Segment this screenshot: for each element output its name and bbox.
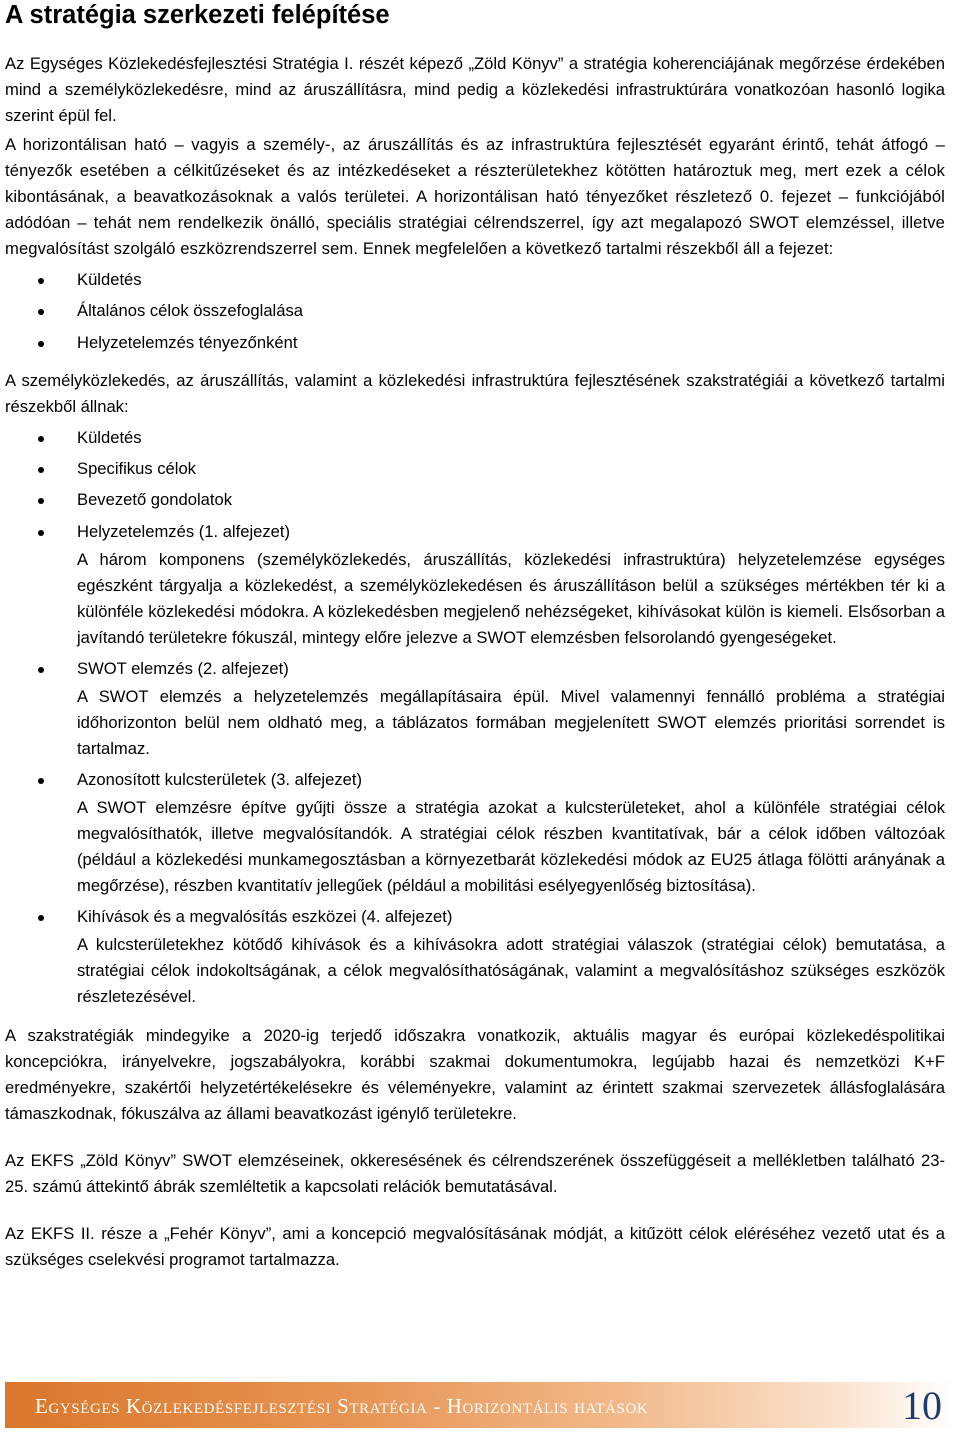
bullet-icon xyxy=(38,915,44,921)
bullet-icon xyxy=(38,278,44,284)
list-item xyxy=(5,656,945,762)
list-item xyxy=(5,767,945,899)
list-item xyxy=(5,425,945,456)
bullet-icon xyxy=(38,667,44,673)
timeframe-paragraph: A szakstratégiák mindegyike a 2020-ig terjedő időszakra vonatkozik, aktuális magyar és európai közlekedéspolitikai koncepciókra, irányelvekre, jogszabályokra, korábbi szakmai dokumentumokra, legújabb hazai és nemzetközi K+F eredményekre, szakértői helyzetértékelésekre és véleményekre, valamint az érintett szakmai szervezetek állásfoglalására támaszkodnak, fókuszálva az állami beavatkozást igénylő területekre. xyxy=(5,1025,945,1123)
list-item-description: A három komponens (személyközlekedés, áruszállítás, közlekedési infrastruktúra) helyzetelemzése egységes egészként tárgyalja a közlekedést, a személyközlekedésen és áruszállításon belül a szükséges mértékben tér ki a különféle közlekedési módokra. A közlekedésben megjelenő nehézségeket, kihívásokat külön is kiemeli. Elsősorban a javítandó területekre fókuszál, mintegy előre jelezve a SWOT elemzésben felsorolandó gyengeségeket. xyxy=(77,549,945,647)
list-item-description: A SWOT elemzés a helyzetelemzés megállapításaira épül. Mivel valamennyi fennálló probléma a stratégiai időhorizonton belül nem oldható meg, a táblázatos formában megjelenített SWOT elemzés prioritási sorrendet is tartalmaz. xyxy=(77,686,945,758)
white-paper-paragraph: Az EKFS II. része a „Fehér Könyv”, ami a koncepció megvalósításának módját, a kitűzött célok eléréséhez vezető utat és a szükséges cselekvési programot tartalmazza. xyxy=(5,1223,945,1269)
bullet-icon xyxy=(38,436,44,442)
list-item xyxy=(5,330,945,361)
list-item-label: Kihívások és a megvalósítás eszközei (4. alfejezet) xyxy=(77,906,453,926)
list-item-label: Azonosított kulcsterületek (3. alfejezet) xyxy=(77,769,362,789)
document-page xyxy=(5,0,945,1273)
footer-banner-text: Egységes Közlekedésfejlesztési Stratégia - Horizontális hatások xyxy=(35,1394,649,1418)
horizontal-factors-paragraph: A horizontálisan ható – vagyis a személy-, az áruszállítás és az infrastruktúra fejlesztését egyaránt érintő, tehát átfogó – tényezők esetében a célkitűzéseket és az intézkedéseket a részterületekhez kötötten határoztuk meg, mert ezek a célok kibontásának, a beavatkozásoknak a valós területei. A horizontálisan ható tényezőket részletező 0. fejezet – funkciójából adódóan – tehát nem rendelkezik önálló, speciális stratégiai célrendszerrel, így azt megalapozó SWOT elemzéssel, illetve megvalósítást szolgáló eszközrendszerrel sem. Ennek megfelelően a következő tartalmi részekből áll a fejezet: xyxy=(5,135,945,258)
list-item xyxy=(5,904,945,1010)
list-item-label: Helyzetelemzés tényezőnként xyxy=(77,332,298,352)
bullet-icon xyxy=(38,498,44,504)
bullet-icon xyxy=(38,341,44,347)
page-title: A stratégia szerkezeti felépítése xyxy=(5,1,390,29)
bullet-icon xyxy=(38,309,44,315)
list-item xyxy=(5,267,945,298)
list-item-label: Helyzetelemzés (1. alfejezet) xyxy=(77,521,291,541)
list-item-label: Általános célok összefoglalása xyxy=(77,301,303,321)
intro-paragraph: Az Egységes Közlekedésfejlesztési Stratégia I. részét képező „Zöld Könyv” a stratégia koherenciájának megőrzése érdekében mind a személyközlekedésre, mind az áruszállításra, mind pedig a közlekedési infrastruktúrára vonatkozóan hasonló logika szerint épül fel. xyxy=(5,54,945,125)
list-item-description: A SWOT elemzésre építve gyűjti össze a stratégia azokat a kulcsterületeket, ahol a különféle stratégiai célok megvalósíthatók, illetve megvalósítandók. A stratégiai célok részben kvantitatívak, bár a célok időben változóak (például a közlekedési munkamegosztásban a környezetbarát közlekedési módok az EU25 átlaga fölötti arányának a megőrzése), részben kvantitatív jellegűek (például a mobilitási esélyegyenlőség biztosítása). xyxy=(77,797,945,895)
sectoral-strategies-paragraph: A személyközlekedés, az áruszállítás, valamint a közlekedési infrastruktúra fejlesztésének szakstratégiái a következő tartalmi részekből állnak: xyxy=(5,370,945,416)
page-number: 10 xyxy=(902,1383,942,1428)
list-item-label: Bevezető gondolatok xyxy=(77,490,232,510)
list-item xyxy=(5,487,945,518)
bullet-icon xyxy=(38,778,44,784)
sectoral-contents-list xyxy=(5,425,945,1010)
list-item-description: A kulcsterületekhez kötődő kihívások és a kihívásokra adott stratégiai válaszok (stratégiai célok) bemutatása, a stratégiai célok indokoltságának, a célok megvalósíthatóságának, valamint a megvalósításhoz szükséges eszközök részletezésével. xyxy=(77,934,945,1006)
bullet-icon xyxy=(38,467,44,473)
list-item xyxy=(5,519,945,651)
list-item-label: Küldetés xyxy=(77,270,142,289)
list-item xyxy=(5,456,945,487)
list-item xyxy=(5,298,945,329)
list-item-label: Specifikus célok xyxy=(77,459,196,479)
bullet-icon xyxy=(38,530,44,536)
footer-banner xyxy=(5,1382,955,1428)
list-item-label: SWOT elemzés (2. alfejezet) xyxy=(77,658,289,678)
annex-paragraph: Az EKFS „Zöld Könyv” SWOT elemzéseinek, okkeresésének és célrendszerének összefüggéseit a mellékletben található 23-25. számú áttekintő ábrák szemléltetik a kapcsolati relációk bemutatásával. xyxy=(5,1150,945,1196)
chapter0-contents-list xyxy=(5,267,945,361)
list-item-label: Küldetés xyxy=(77,427,142,447)
